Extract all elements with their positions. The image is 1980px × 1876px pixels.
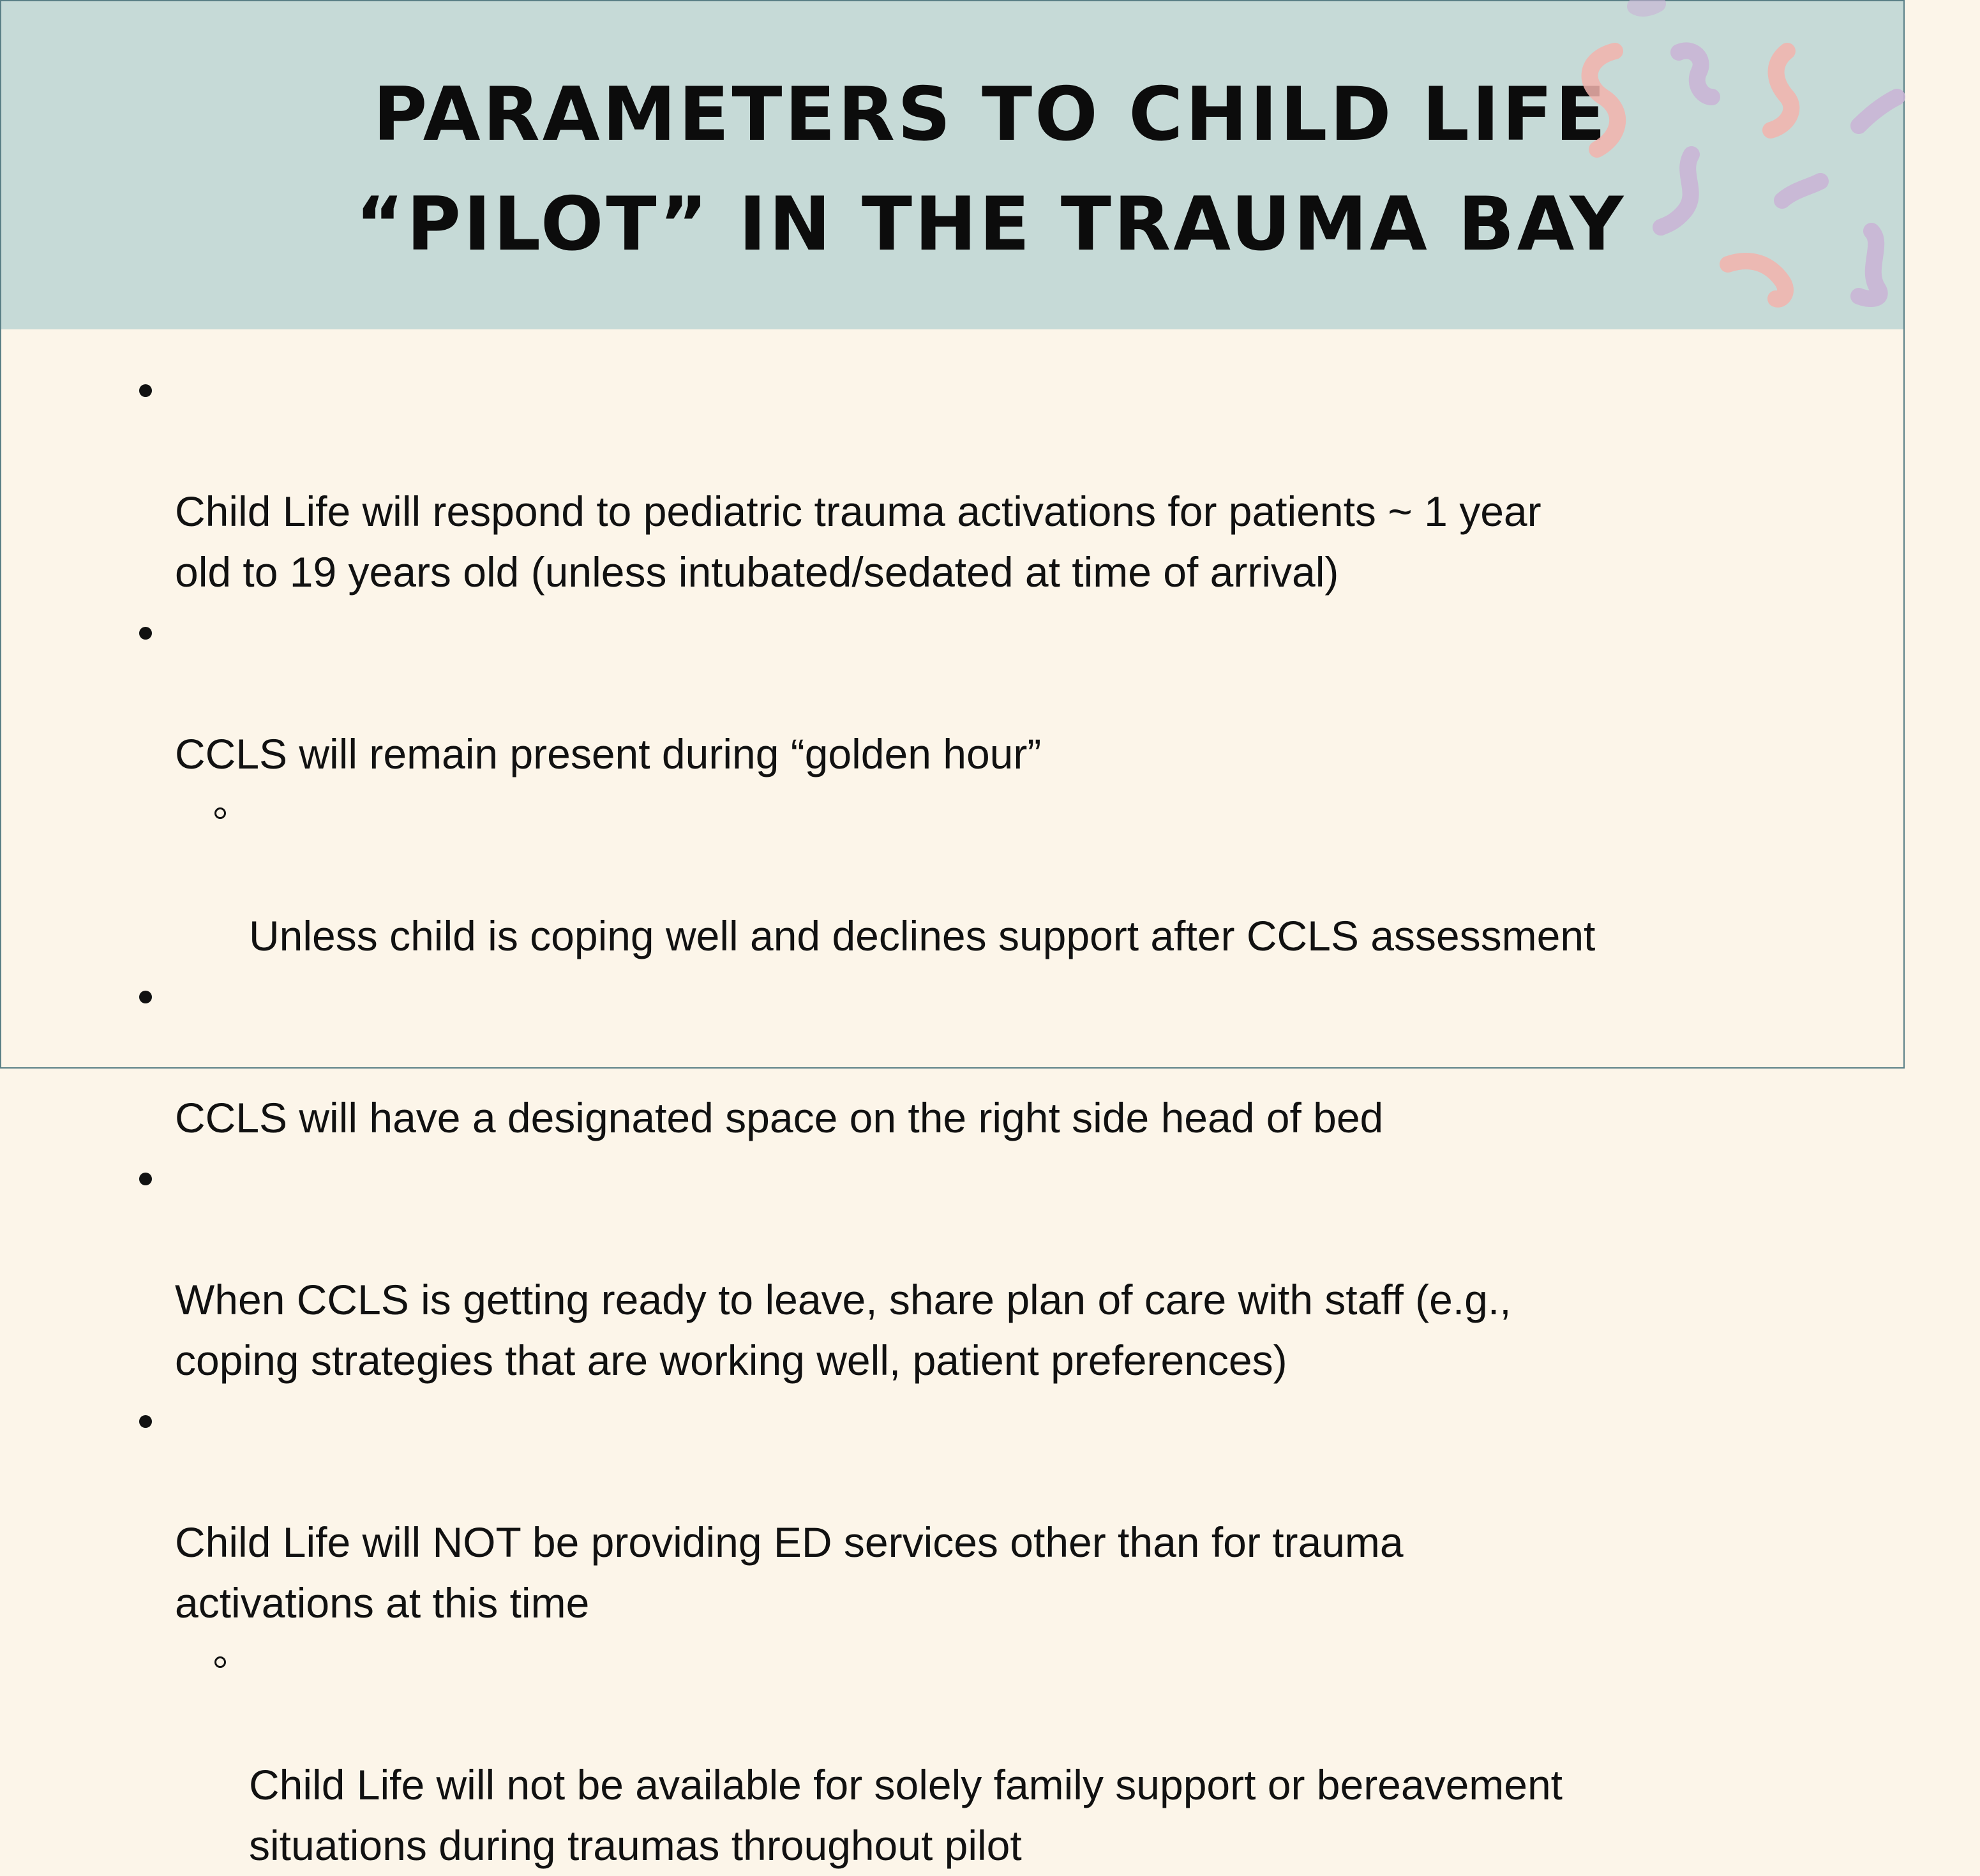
bullet-text: Child Life will respond to pediatric trauma activations for patients ~ 1 year old to 19 years old (unless intubated/sedated at time of arrival) bbox=[175, 488, 1541, 596]
bullet-circle bbox=[214, 1656, 226, 1668]
bullet-dot bbox=[139, 1415, 152, 1428]
squiggle-purple-3 bbox=[1661, 154, 1691, 227]
squiggle-pink-1 bbox=[1590, 51, 1618, 149]
bullet-item-no-ed-services bbox=[135, 1391, 1859, 1633]
bullet-dot bbox=[139, 384, 152, 397]
squiggle-purple-1 bbox=[1679, 50, 1712, 97]
squiggle-purple-4 bbox=[1782, 181, 1820, 200]
squiggle-purple-2 bbox=[1859, 97, 1897, 126]
bullet-item-golden-hour bbox=[135, 603, 1859, 784]
title-line-2: “PILOT” IN THE TRAUMA BAY bbox=[355, 181, 1626, 267]
bullet-list bbox=[135, 360, 1859, 1876]
sub-bullet-item-family-support bbox=[209, 1633, 1859, 1876]
bullet-text: When CCLS is getting ready to leave, share plan of care with staff (e.g., coping strategies that are working well, patient preferences) bbox=[175, 1276, 1511, 1384]
bullet-item-plan-of-care bbox=[135, 1148, 1859, 1391]
bullet-circle bbox=[214, 807, 226, 819]
bullet-dot bbox=[139, 1173, 152, 1185]
squiggle-purple-6 bbox=[1635, 4, 1658, 8]
bullet-text: Child Life will not be available for solely family support or bereavement situations during traumas throughout pilot bbox=[249, 1761, 1563, 1869]
squiggle-pink-3 bbox=[1728, 261, 1785, 299]
bullet-dot bbox=[139, 991, 152, 1003]
bullet-dot bbox=[139, 627, 152, 640]
title-line-1: PARAMETERS TO CHILD LIFE bbox=[373, 71, 1609, 158]
bullet-item-designated-space bbox=[135, 966, 1859, 1148]
bullet-text: CCLS will remain present during “golden hour” bbox=[175, 730, 1042, 777]
bullet-item-age-range bbox=[135, 360, 1859, 603]
bullet-text: Child Life will NOT be providing ED services other than for trauma activations at this time bbox=[175, 1519, 1404, 1626]
sub-bullet-item-coping-well bbox=[209, 784, 1859, 966]
bullet-text: CCLS will have a designated space on the right side head of bed bbox=[175, 1094, 1384, 1141]
decorative-squiggles bbox=[1540, 1, 1906, 333]
squiggle-pink-2 bbox=[1771, 51, 1791, 130]
squiggle-purple-5 bbox=[1859, 231, 1880, 299]
bullet-text: Unless child is coping well and declines support after CCLS assessment bbox=[249, 912, 1596, 959]
